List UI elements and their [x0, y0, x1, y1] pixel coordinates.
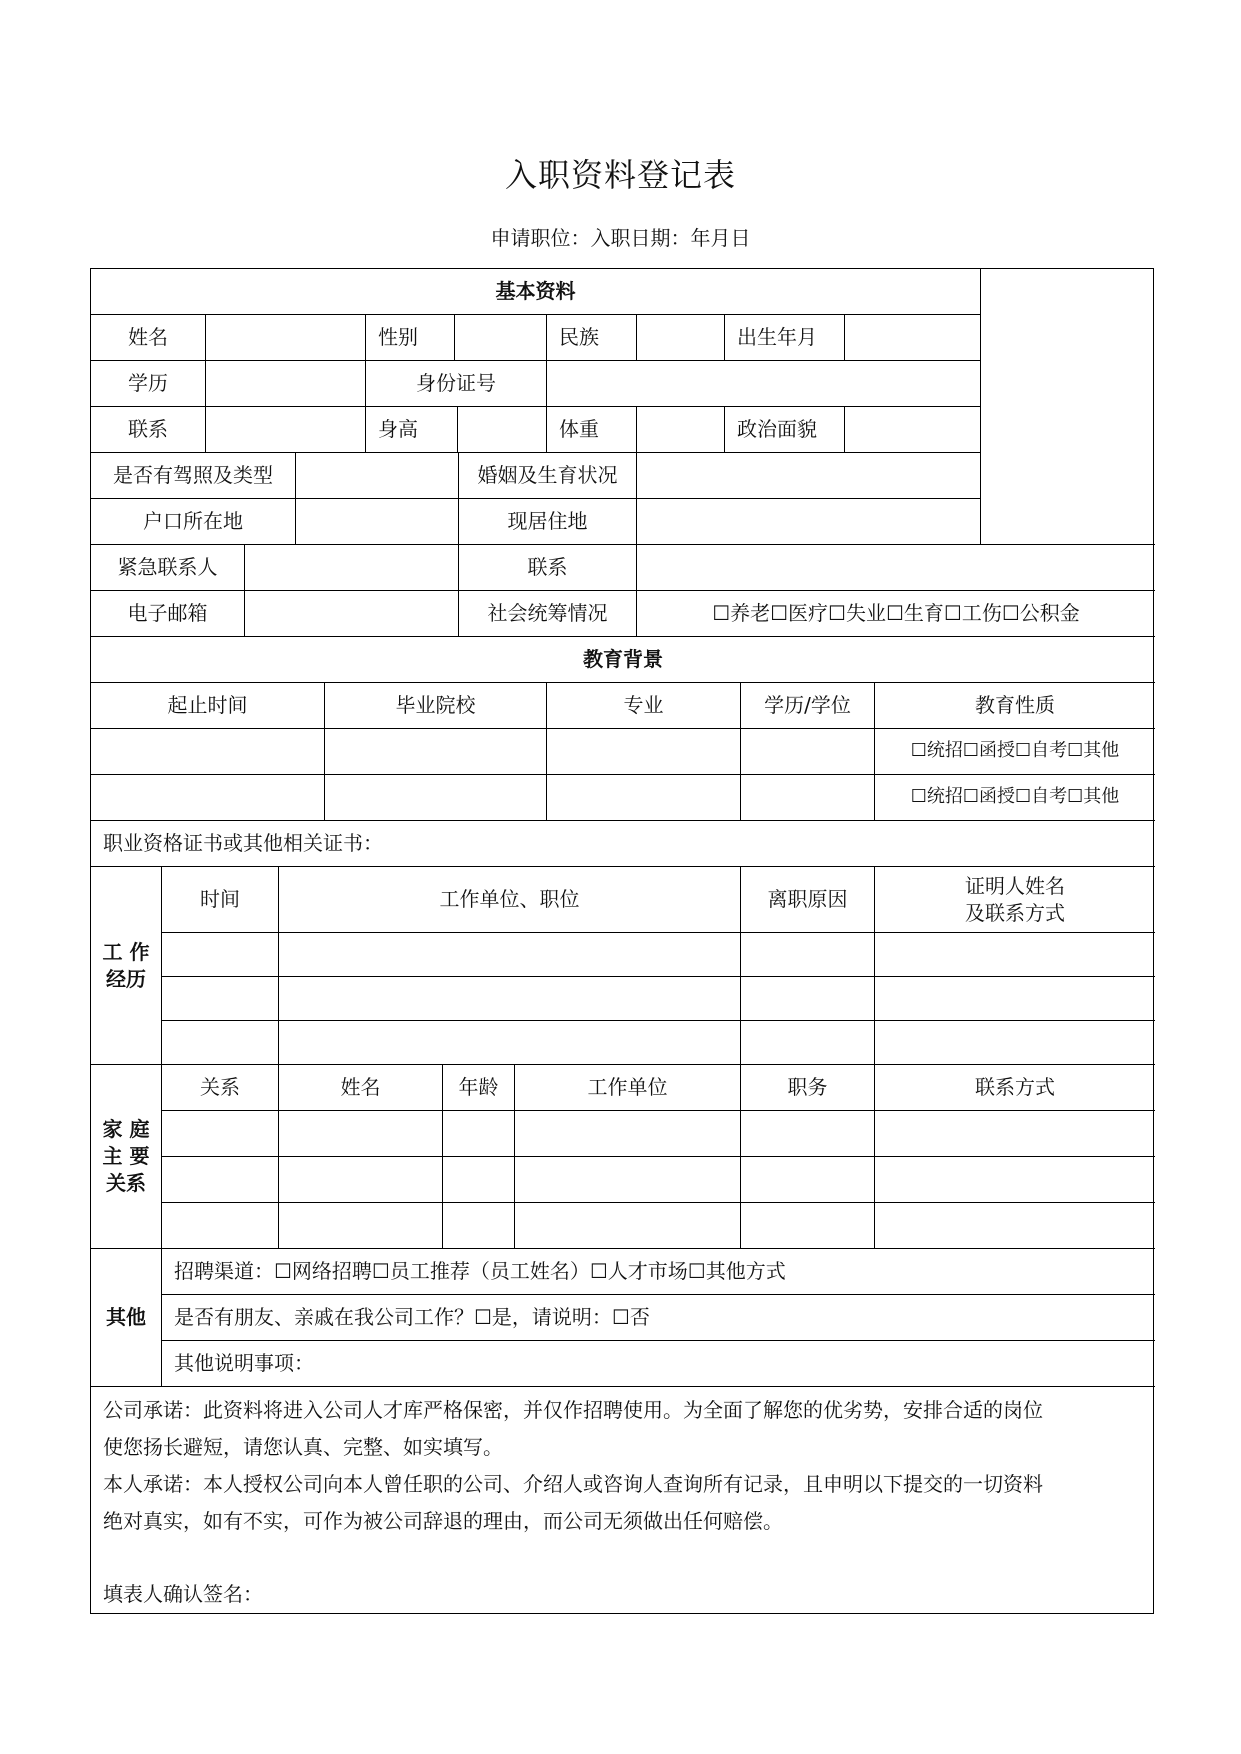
- family-row-2-name[interactable]: [279, 1157, 443, 1203]
- edu-row-2-type[interactable]: ☐统招☐函授☐自考☐其他: [875, 775, 1155, 821]
- work-col-unit: 工作单位、职位: [279, 867, 741, 933]
- height-field[interactable]: [458, 407, 547, 453]
- work-row-3-unit[interactable]: [279, 1021, 741, 1065]
- edu-row-1-degree[interactable]: [741, 729, 875, 775]
- edu-col-type: 教育性质: [875, 683, 1155, 729]
- marital-field[interactable]: [637, 453, 981, 499]
- edu-row-2-period[interactable]: [91, 775, 325, 821]
- work-experience-label: [91, 867, 162, 1065]
- other-label: 其他: [91, 1249, 162, 1387]
- family-relations-label: [91, 1065, 162, 1249]
- family-row-2-unit[interactable]: [515, 1157, 741, 1203]
- residence-field[interactable]: [637, 499, 981, 545]
- basic-info-header: 基本资料: [91, 269, 981, 315]
- work-row-2-time[interactable]: [162, 977, 279, 1021]
- social-options[interactable]: ☐养老☐医疗☐失业☐生育☐工伤☐公积金: [637, 591, 1155, 637]
- family-row-2-age[interactable]: [443, 1157, 515, 1203]
- gender-label: 性别: [366, 315, 455, 361]
- work-label-line-1: 工 作: [102, 939, 150, 964]
- hukou-label: 户口所在地: [91, 499, 296, 545]
- family-row-3-unit[interactable]: [515, 1203, 741, 1249]
- edu-row-2-school[interactable]: [325, 775, 547, 821]
- family-col-relation: 关系: [162, 1065, 279, 1111]
- family-row-2-position[interactable]: [741, 1157, 875, 1203]
- weight-label: 体重: [547, 407, 637, 453]
- work-col-reference-line-2: 及联系方式: [965, 900, 1065, 925]
- name-field[interactable]: [206, 315, 366, 361]
- edu-row-2-degree[interactable]: [741, 775, 875, 821]
- family-row-3-contact[interactable]: [875, 1203, 1155, 1249]
- id-number-field[interactable]: [547, 361, 981, 407]
- id-number-label: 身份证号: [366, 361, 547, 407]
- height-label: 身高: [366, 407, 458, 453]
- edu-col-major: 专业: [547, 683, 741, 729]
- work-row-1-reason[interactable]: [741, 933, 875, 977]
- family-row-1-name[interactable]: [279, 1111, 443, 1157]
- social-label: 社会统筹情况: [459, 591, 637, 637]
- edu-row-1-major[interactable]: [547, 729, 741, 775]
- hukou-field[interactable]: [296, 499, 459, 545]
- family-row-2-contact[interactable]: [875, 1157, 1155, 1203]
- contact-label: 联系: [91, 407, 206, 453]
- work-row-3-reason[interactable]: [741, 1021, 875, 1065]
- edu-row-1-type[interactable]: ☐统招☐函授☐自考☐其他: [875, 729, 1155, 775]
- edu-row-1-period[interactable]: [91, 729, 325, 775]
- recruitment-channel[interactable]: 招聘渠道：☐网络招聘☐员工推荐（员工姓名）☐人才市场☐其他方式: [162, 1249, 1155, 1295]
- work-row-1-time[interactable]: [162, 933, 279, 977]
- photo-area[interactable]: [981, 269, 1155, 545]
- work-col-reference-line-1: 证明人姓名: [965, 873, 1065, 898]
- work-row-1-unit[interactable]: [279, 933, 741, 977]
- edu-col-period: 起止时间: [91, 683, 325, 729]
- work-label-line-2: 经历: [106, 966, 146, 991]
- family-col-contact: 联系方式: [875, 1065, 1155, 1111]
- family-col-position: 职务: [741, 1065, 875, 1111]
- emergency-contact-field[interactable]: [637, 545, 1155, 591]
- gender-field[interactable]: [455, 315, 547, 361]
- company-promise-line-1: 公司承诺：此资料将进入公司人才库严格保密，并仅作招聘使用。为全面了解您的优劣势，安排合适的岗位: [103, 1398, 1043, 1422]
- certificates-field[interactable]: 职业资格证书或其他相关证书：: [91, 821, 1155, 867]
- family-row-1-unit[interactable]: [515, 1111, 741, 1157]
- family-label-line-1: 家 庭: [102, 1117, 150, 1141]
- company-promise-line-2: 使您扬长避短，请您认真、完整、如实填写。: [103, 1435, 503, 1459]
- education-label: 学历: [91, 361, 206, 407]
- name-label: 姓名: [91, 315, 206, 361]
- education-field[interactable]: [206, 361, 366, 407]
- work-col-reason: 离职原因: [741, 867, 875, 933]
- family-row-1-position[interactable]: [741, 1111, 875, 1157]
- work-row-3-reference[interactable]: [875, 1021, 1155, 1065]
- political-label: 政治面貌: [725, 407, 845, 453]
- family-label-line-2: 主 要: [102, 1144, 150, 1168]
- ethnicity-label: 民族: [547, 315, 637, 361]
- birth-field[interactable]: [845, 315, 981, 361]
- emergency-label: 紧急联系人: [91, 545, 245, 591]
- license-field[interactable]: [296, 453, 459, 499]
- promise-section: [103, 1392, 1143, 1613]
- family-row-1-contact[interactable]: [875, 1111, 1155, 1157]
- work-row-3-time[interactable]: [162, 1021, 279, 1065]
- marital-label: 婚姻及生育状况: [459, 453, 637, 499]
- emergency-field[interactable]: [245, 545, 459, 591]
- page-subtitle: 申请职位：入职日期：年月日: [490, 226, 751, 250]
- weight-field[interactable]: [637, 407, 725, 453]
- license-label: 是否有驾照及类型: [91, 453, 296, 499]
- self-promise-line-2: 绝对真实，如有不实，可作为被公司辞退的理由，而公司无须做出任何赔偿。: [103, 1509, 783, 1533]
- family-row-3-age[interactable]: [443, 1203, 515, 1249]
- page-title: 入职资料登记表: [504, 156, 736, 194]
- work-row-1-reference[interactable]: [875, 933, 1155, 977]
- work-row-2-reference[interactable]: [875, 977, 1155, 1021]
- birth-label: 出生年月: [725, 315, 845, 361]
- email-label: 电子邮箱: [91, 591, 245, 637]
- emergency-contact-label: 联系: [459, 545, 637, 591]
- family-row-3-position[interactable]: [741, 1203, 875, 1249]
- family-row-2-relation[interactable]: [162, 1157, 279, 1203]
- family-col-name: 姓名: [279, 1065, 443, 1111]
- contact-field[interactable]: [206, 407, 366, 453]
- political-field[interactable]: [845, 407, 981, 453]
- edu-row-1-school[interactable]: [325, 729, 547, 775]
- family-row-3-name[interactable]: [279, 1203, 443, 1249]
- edu-col-degree: 学历/学位: [741, 683, 875, 729]
- self-promise-line-1: 本人承诺：本人授权公司向本人曾任职的公司、介绍人或咨询人查询所有记录，且申明以下提交的一切资料: [103, 1472, 1043, 1496]
- other-notes[interactable]: 其他说明事项：: [162, 1341, 1155, 1387]
- residence-label: 现居住地: [459, 499, 637, 545]
- family-row-1-relation[interactable]: [162, 1111, 279, 1157]
- relatives-in-company[interactable]: 是否有朋友、亲戚在我公司工作？☐是，请说明：☐否: [162, 1295, 1155, 1341]
- work-col-reference: [875, 867, 1155, 933]
- work-row-2-unit[interactable]: [279, 977, 741, 1021]
- education-header: 教育背景: [91, 637, 1155, 683]
- signature-field[interactable]: 填表人确认签名：: [103, 1582, 263, 1606]
- email-field[interactable]: [245, 591, 459, 637]
- family-col-age: 年龄: [443, 1065, 515, 1111]
- work-col-time: 时间: [162, 867, 279, 933]
- family-row-1-age[interactable]: [443, 1111, 515, 1157]
- registration-form: [90, 268, 1154, 1614]
- edu-col-school: 毕业院校: [325, 683, 547, 729]
- ethnicity-field[interactable]: [637, 315, 725, 361]
- family-col-unit: 工作单位: [515, 1065, 741, 1111]
- family-row-3-relation[interactable]: [162, 1203, 279, 1249]
- family-label-line-3: 关系: [106, 1171, 146, 1195]
- work-row-2-reason[interactable]: [741, 977, 875, 1021]
- edu-row-2-major[interactable]: [547, 775, 741, 821]
